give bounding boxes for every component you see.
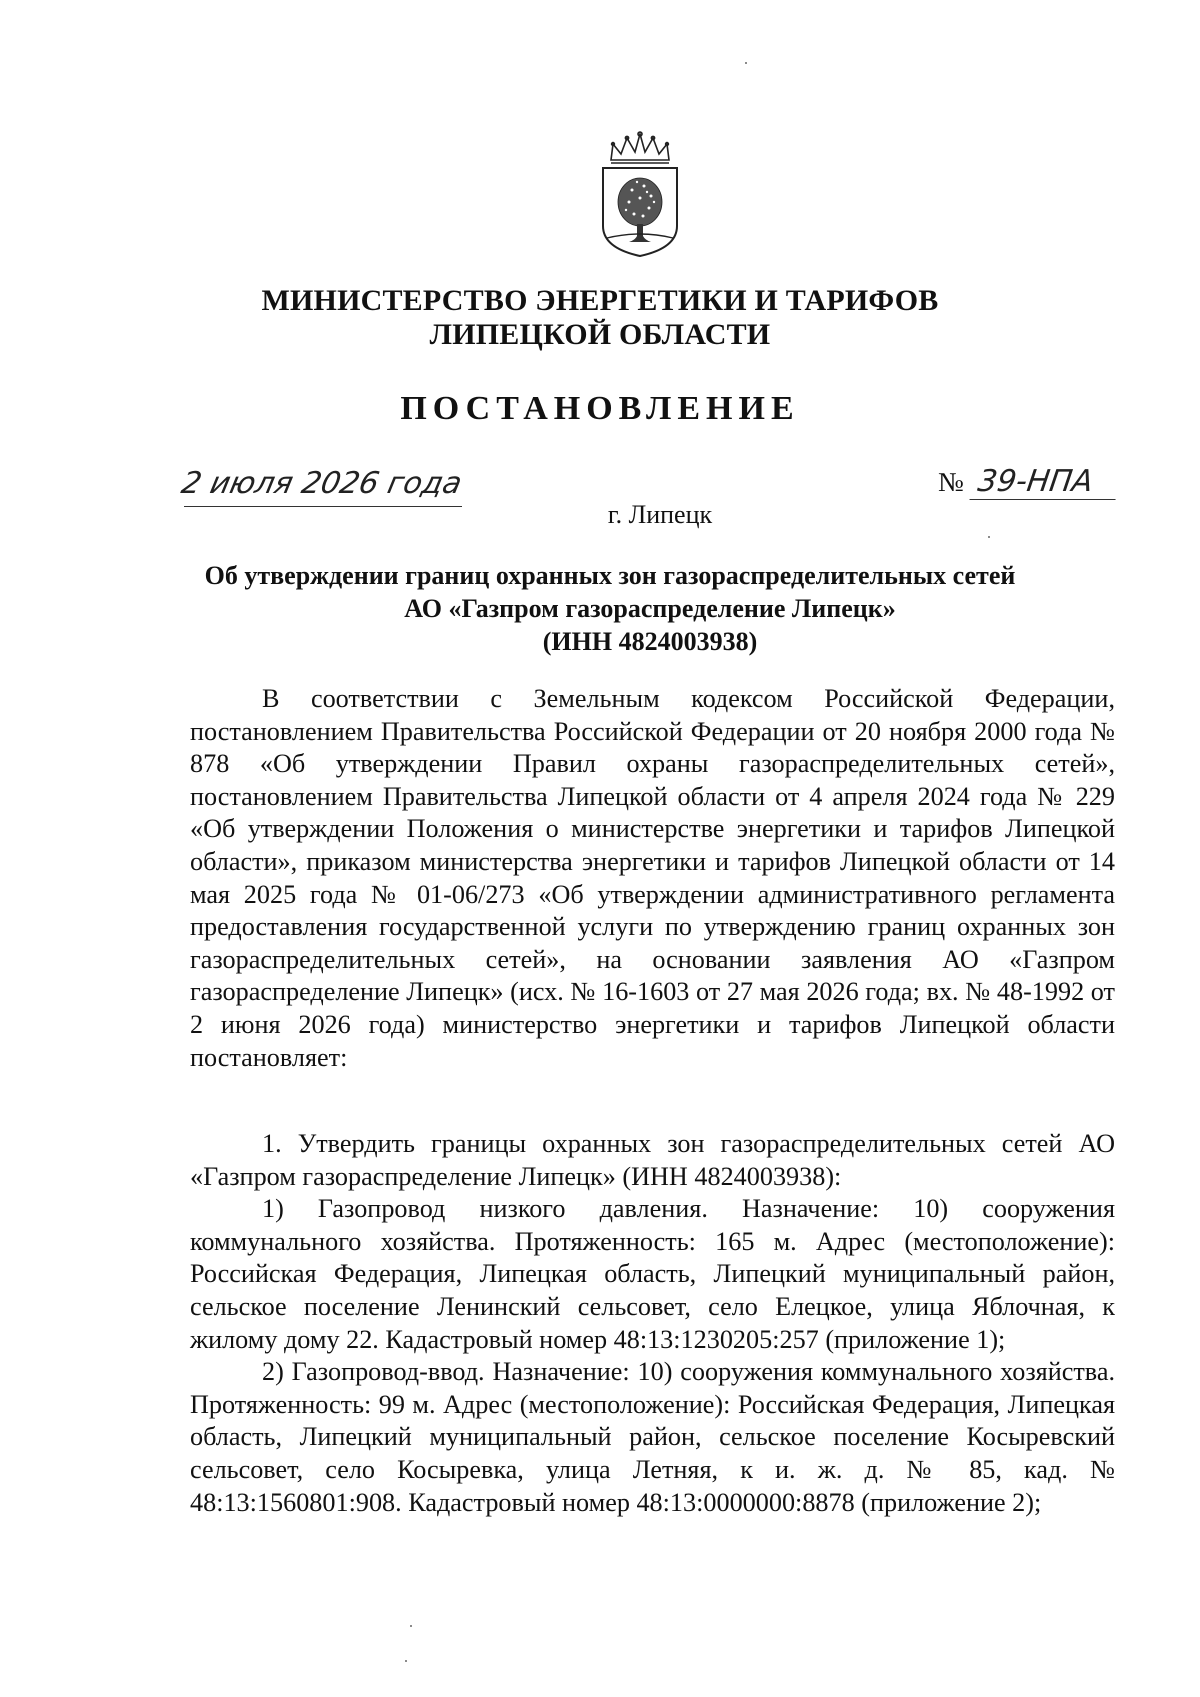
resolution-items <box>190 1128 1115 1519</box>
ministry-name-line2: ЛИПЕЦКОЙ ОБЛАСТИ <box>429 318 771 351</box>
document-date: 2 июля 2026 года <box>178 466 465 501</box>
preamble <box>190 683 1115 1074</box>
title-line2: АО «Газпром газораспределение Липецк» <box>404 594 896 623</box>
coat-of-arms-icon <box>599 130 681 258</box>
number-sign: № <box>938 467 964 497</box>
number-value: 39-НПА <box>969 464 1120 500</box>
document-type: ПОСТАНОВЛЕНИЕ <box>400 390 800 427</box>
title-line3: (ИНН 4824003938) <box>542 627 758 656</box>
preamble-paragraph: В соответствии с Земельным кодексом Российской Федерации, постановлением Правительства Российской Федерации от 20 ноября 2000 года № 878 «Об утверждении Правил охраны газораспределительных сетей», постановлением Правительства Липецкой области от 4 апреля 2024 года № 229 «Об утверждении Положения о министерстве энергетики и тарифов Липецкой области», приказом министерства энергетики и тарифов Липецкой области от 14 мая 2025 года № 01-06/273 «Об утверждении административного регламента предоставления государственной услуги по утверждению границ охранных зон газораспределительных сетей», на основании заявления АО «Газпром газораспределение Липецк» (исх. № 16-1603 от 27 мая 2026 года; вх. № 48-1992 от 2 июня 2026 года) министерство энергетики и тарифов Липецкой области постановляет: <box>190 684 1115 1072</box>
scan-speck <box>745 62 747 64</box>
title-line1: Об утверждении границ охранных зон газораспределительных сетей <box>204 561 1016 590</box>
item-1: 1. Утвердить границы охранных зон газораспределительных сетей АО «Газпром газораспределение Липецк» (ИНН 4824003938): <box>190 1129 1115 1191</box>
scan-speck <box>405 1660 407 1662</box>
scan-speck <box>988 536 990 538</box>
item-1-2: 2) Газопровод-ввод. Назначение: 10) сооружения коммунального хозяйства. Протяженность: 99 м. Адрес (местоположение): Российская Федерация, Липецкая область, Липецкий муниципальный район, сельское поселение Косыревский сельсовет, село Косыревка, улица Летняя, к и. ж. д. № 85, кад. № 48:13:1560801:908. Кадастровый номер 48:13:0000000:8878 (приложение 2); <box>190 1357 1115 1517</box>
scan-speck <box>410 1625 412 1627</box>
ministry-name <box>150 284 1050 352</box>
document-title <box>160 559 1060 658</box>
city: г. Липецк <box>607 500 713 529</box>
item-1-1: 1) Газопровод низкого давления. Назначение: 10) сооружения коммунального хозяйства. Протяженность: 165 м. Адрес (местоположение): Российская Федерация, Липецкая область, Липецкий муниципальный район, сельское поселение Ленинский сельсовет, село Елецкое, улица Яблочная, к жилому дому 22. Кадастровый номер 48:13:1230205:257 (приложение 1); <box>190 1194 1115 1354</box>
document-number <box>938 464 1118 500</box>
ministry-name-line1: МИНИСТЕРСТВО ЭНЕРГЕТИКИ И ТАРИФОВ <box>261 284 939 317</box>
